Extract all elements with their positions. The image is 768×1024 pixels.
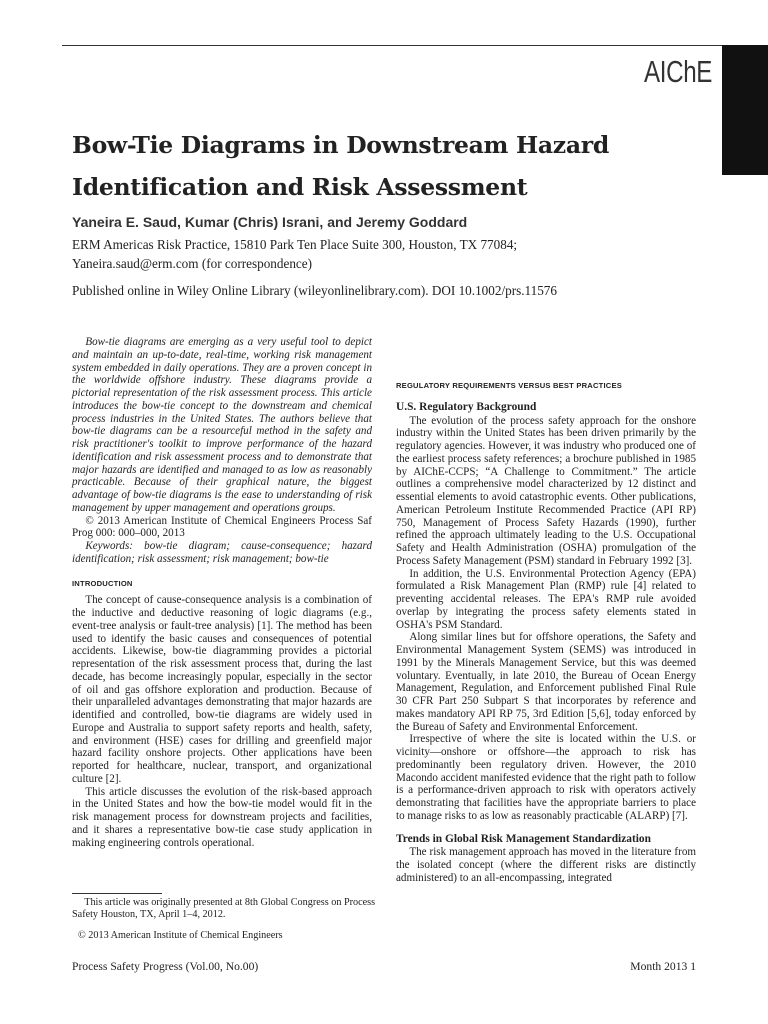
section-tab bbox=[722, 45, 768, 175]
us-regulatory-subheading: U.S. Regulatory Background bbox=[396, 400, 537, 413]
affiliation bbox=[72, 235, 712, 273]
header-rule bbox=[62, 45, 722, 46]
keywords: Keywords: bow-tie diagram; cause-consequence; hazard identification; risk assessment; risk management; bow-tie bbox=[72, 540, 372, 565]
trends-paragraph-1: The risk management approach has moved in the literature from the isolated concept (where the different risks are distinctly administered) to an all-encompassing, integrated bbox=[396, 846, 696, 884]
trends-subheading: Trends in Global Risk Management Standardization bbox=[396, 832, 651, 845]
regulatory-paragraph-1: The evolution of the process safety approach for the onshore industry within the United States has been driven primarily by the regulatory agencies. However, it was industry who produced one of the earliest process safety references; a brochure published in 1985 by AIChE-CCPS; “A Challenge to Commitment.” The article outlines a comprehensive model characterized by 12 distinct and essential elements to avoid catastrophic events. Other publications, American Petroleum Institute Recommended Practice (API RP) 750, Management of Process Safety Hazards (1990), further refined the approach ultimately leading to the U.S. Occupational Safety and Health Administration (OSHA) promulgation of the Process Safety Management (PSM) standard in February 1992 [3]. bbox=[396, 414, 696, 567]
footer-page: Month 2013 1 bbox=[630, 960, 696, 973]
left-column bbox=[72, 336, 372, 849]
regulatory-paragraph-4: Irrespective of where the site is located within the U.S. or vicinity—onshore or offshore—the approach to risk has predominantly been regulatory driven. However, the 2010 Macondo accident manifested evidence that the right path to follow is a performance-driven approach to risk with operators actively demonstrating that facilities have the appropriate barriers to place to manage risks to as low as reasonably practicable (ALARP) [7]. bbox=[396, 733, 696, 822]
authors: Yaneira E. Saud, Kumar (Chris) Israni, and Jeremy Goddard bbox=[72, 214, 468, 230]
regulatory-paragraph-3: Along similar lines but for offshore operations, the Safety and Environmental Management System (SEMS) was introduced in 1991 by the Minerals Management Service, but this was deemed voluntary. Eventually, in late 2010, the Bureau of Ocean Energy Management, Regulation, and Enforcement published Final Rule 30 CFR Part 250 Subpart S that incorporates by reference and makes mandatory API RP 75, 3rd Edition [5,6], today enforced by the Bureau of Safety and Environmental Enforcement. bbox=[396, 631, 696, 733]
regulatory-paragraph-2: In addition, the U.S. Environmental Protection Agency (EPA) formulated a Risk Management Plan (RMP) rule [4] related to preventing accidental releases. The EPA's RMP rule avoided overlap by integrating the process safety elements stated in OSHA's PSM Standard. bbox=[396, 567, 696, 631]
footer-journal: Process Safety Progress (Vol.00, No.00) bbox=[72, 960, 259, 973]
abstract-copyright: © 2013 American Institute of Chemical Engineers Process Saf Prog 000: 000–000, 2013 bbox=[72, 514, 372, 540]
footnote-rule bbox=[72, 893, 162, 894]
introduction-paragraph-1: The concept of cause-consequence analysis is a combination of the inductive and deductive reasoning of logic diagrams (e.g., event-tree analysis or fault-tree analysis) [1]. The method has been used to identify the basic causes and consequences of potential accidents. Likewise, bow-tie diagramming provides a pictorial representation of the risk assessment process that, during the last decade, has become increasingly popular, especially in the sector of oil and gas offshore exploration and production. Because of their unparalleled advantages demonstrating that major hazards are identified and controlled, bow-tie diagrams are widely used in Europe and Australia to support safety reports and health, safety, and environment (HSE) cases for drilling and greenfield major hazard facility onshore projects. Other applications have been reported for healthcare, nuclear, transport, and organizational culture [2]. bbox=[72, 594, 372, 785]
aiche-logo: AIChE bbox=[644, 54, 712, 89]
footnote-text: This article was originally presented at 8th Global Congress on Process Safety Houston, TX, April 1–4, 2012. bbox=[72, 897, 376, 920]
abstract-text: Bow-tie diagrams are emerging as a very useful tool to depict and maintain an up-to-date, real-time, working risk management system embedded in daily operations. They are a proven concept in the worldwide offshore industry. These diagrams provide a pictorial representation of the risk assessment process. This article introduces the bow-tie concept to the downstream and chemical process industries in the United States. The authors believe that bow-tie diagrams can be a resourceful method in the safety and risk practitioner's toolkit to improve performance of the hazard identification and risk assessment process and to demonstrate that major hazards are identified and managed to as low as reasonably practicable. Because of their graphical nature, the biggest advantage of bow-tie diagrams is the ease to understanding of risk management by upper management and operations groups. bbox=[72, 336, 372, 514]
affiliation-address: ERM Americas Risk Practice, 15810 Park Ten Place Suite 300, Houston, TX 77084; bbox=[72, 237, 518, 252]
regulatory-heading: REGULATORY REQUIREMENTS VERSUS BEST PRACTICES bbox=[396, 381, 623, 390]
footnote bbox=[72, 897, 377, 921]
introduction-heading: INTRODUCTION bbox=[72, 578, 133, 588]
footnote-copyright: © 2013 American Institute of Chemical Engineers bbox=[78, 930, 283, 941]
article-title: Bow-Tie Diagrams in Downstream Hazard Identification and Risk Assessment bbox=[72, 131, 609, 201]
abstract bbox=[72, 336, 372, 566]
correspondence-email: Yaneira.saud@erm.com (for correspondence) bbox=[72, 256, 313, 271]
publication-info: Published online in Wiley Online Library (wileyonlinelibrary.com). DOI 10.1002/prs.11576 bbox=[72, 283, 557, 298]
right-column bbox=[396, 336, 696, 885]
introduction-paragraph-2: This article discusses the evolution of the risk-based approach in the United States and how the bow-tie model would fit in the risk management process for downstream projects and facilities, and it shares a representative bow-tie case study application in making engineering controls operational. bbox=[72, 785, 372, 849]
